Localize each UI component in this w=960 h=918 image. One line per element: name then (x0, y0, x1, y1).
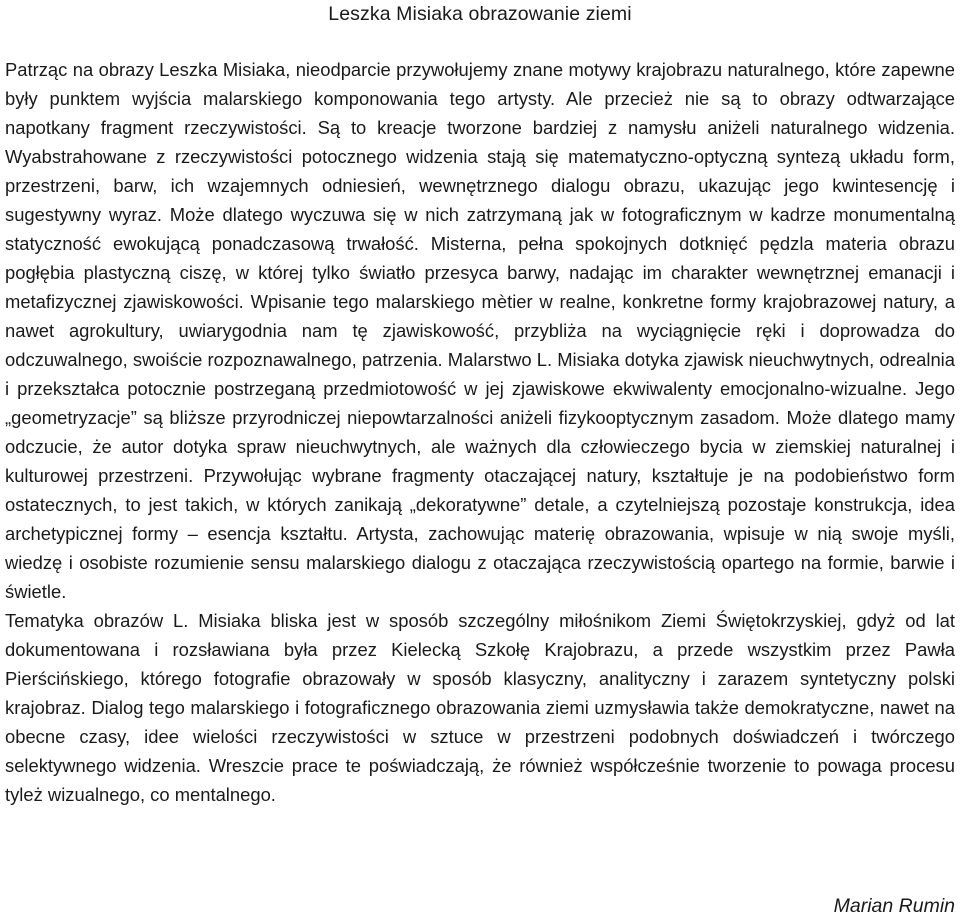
article-body (5, 55, 955, 809)
paragraph-2: Tematyka obrazów L. Misiaka bliska jest w sposób szczególny miłośnikom Ziemi Świętokrzyskiej, gdyż od lat dokumentowana i rozsławiana była przez Kielecką Szkołę Krajobrazu, a przede wszystkim przez Pawła Pierścińskiego, którego fotografie obrazowały w sposób klasyczny, analityczny i zarazem syntetyczny polski krajobraz. Dialog tego malarskiego i fotograficznego obrazowania ziemi uzmysławia także demokratyczne, nawet na obecne czasy, idee wielości rzeczywistości w sztuce w przestrzeni podobnych doświadczeń i twórczego selektywnego widzenia. Wreszcie prace te poświadczają, że również współcześnie tworzenie to powaga procesu tyleż wizualnego, co mentalnego. (5, 610, 955, 805)
page-title: Leszka Misiaka obrazowanie ziemi (328, 3, 632, 25)
author-signature: Marian Rumin (833, 895, 955, 917)
paragraph-1: Patrząc na obrazy Leszka Misiaka, nieodparcie przywołujemy znane motywy krajobrazu naturalnego, które zapewne były punktem wyjścia malarskiego komponowania tego artysty. Ale przecież nie są to obrazy odtwarzające napotkany fragment rzeczywistości. Są to kreacje tworzone bardziej z namysłu aniżeli naturalnego widzenia. Wyabstrahowane z rzeczywistości potocznego widzenia stają się matematyczno-optyczną syntezą układu form, przestrzeni, barw, ich wzajemnych odniesień, wewnętrznego dialogu obrazu, ukazując jego kwintesencję i sugestywny wyraz. Może dlatego wyczuwa się w nich zatrzymaną jak w fotograficznym w kadrze monumentalną statyczność ewokującą ponadczasową trwałość. Misterna, pełna spokojnych dotknięć pędzla materia obrazu pogłębia plastyczną ciszę, w której tylko światło przesyca barwy, nadając im charakter wewnętrznej emanacji i metafizycznej zjawiskowości. Wpisanie tego malarskiego mètier w realne, konkretne formy krajobrazowej natury, a nawet agrokultury, uwiarygodnia nam tę zjawiskowość, przybliża na wyciągnięcie ręki i doprowadza do odczuwalnego, swoiście rozpoznawalnego, patrzenia. Malarstwo L. Misiaka dotyka zjawisk nieuchwytnych, odrealnia i przekształca potocznie postrzeganą przedmiotowość w jej zjawiskowe ekwiwalenty emocjonalno-wizualne. Jego „geometryzacje” są bliższe przyrodniczej niepowtarzalności aniżeli fizykooptycznym zasadom. Może dlatego mamy odczucie, że autor dotyka spraw nieuchwytnych, ale ważnych dla człowieczego bycia w ziemskiej naturalnej i kulturowej przestrzeni. Przywołując wybrane fragmenty otaczającej natury, kształtuje je na podobieństwo form ostatecznych, to jest takich, w których zanikają „dekoratywne” detale, a czytelniejszą pozostaje konstrukcja, idea archetypicznej formy – esencja kształtu. Artysta, zachowując materię obrazowania, wpisuje w nią swoje myśli, wiedzę i osobiste rozumienie sensu malarskiego dialogu z otaczająca rzeczywistością opartego na formie, barwie i świetle. (5, 59, 955, 602)
